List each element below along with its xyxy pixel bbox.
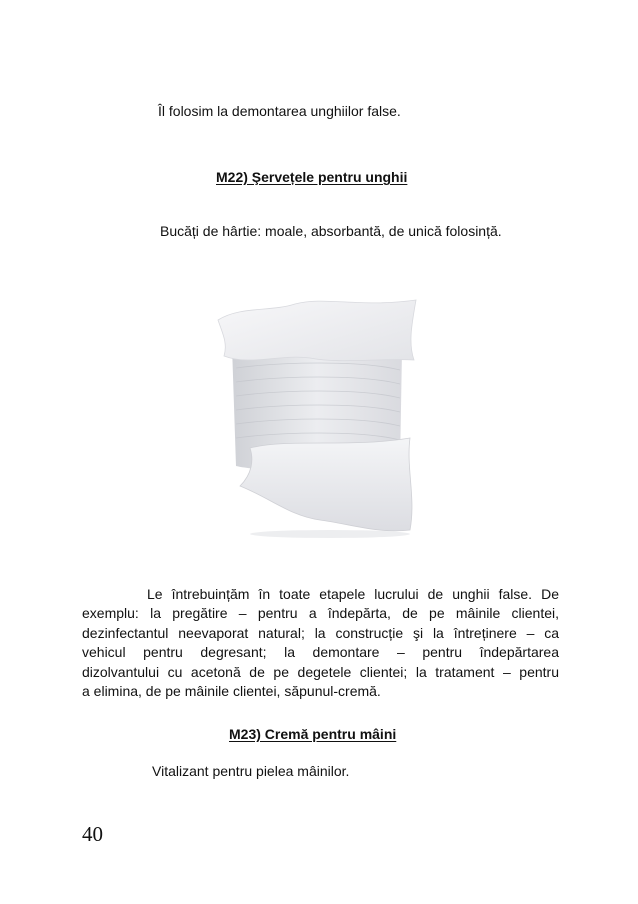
nail-wipes-image [210,298,425,538]
usage-paragraph-line: a elimina, de pe mâinile clientei, săpunul-cremă. [82,682,381,699]
usage-paragraph-line: vehicul pentru degresant; la demontare – pentru îndepărtarea [82,644,559,661]
usage-paragraph [82,585,559,701]
intro-line: Îl folosim la demontarea unghiilor false. [158,103,401,119]
section-m23-heading: M23) Cremă pentru mâini [229,726,397,742]
wipes-bottom-sheet [240,438,412,531]
usage-paragraph-line: Le întrebuințăm în toate etapele lucrului de unghii false. De [147,586,559,602]
usage-paragraph-line: exemplu: la pregătire – pentru a îndepărta, de pe mâinile clientei, [82,605,559,622]
section-m22-description: Bucăți de hârtie: moale, absorbantă, de unică folosință. [160,223,502,239]
usage-paragraph-line: dezinfectantul neevaporat natural; la construcție şi la întreținere – ca [82,624,559,641]
page-number: 40 [82,822,103,846]
wipes-top-sheet [218,300,416,361]
section-m23-description: Vitalizant pentru pielea mâinilor. [152,763,350,779]
section-m22-heading: M22) Şervețele pentru unghii [216,169,408,185]
wipes-shadow [250,530,410,538]
usage-paragraph-line: dizolvantului cu acetonă de pe degetele clientei; la tratament – pentru [82,663,559,680]
